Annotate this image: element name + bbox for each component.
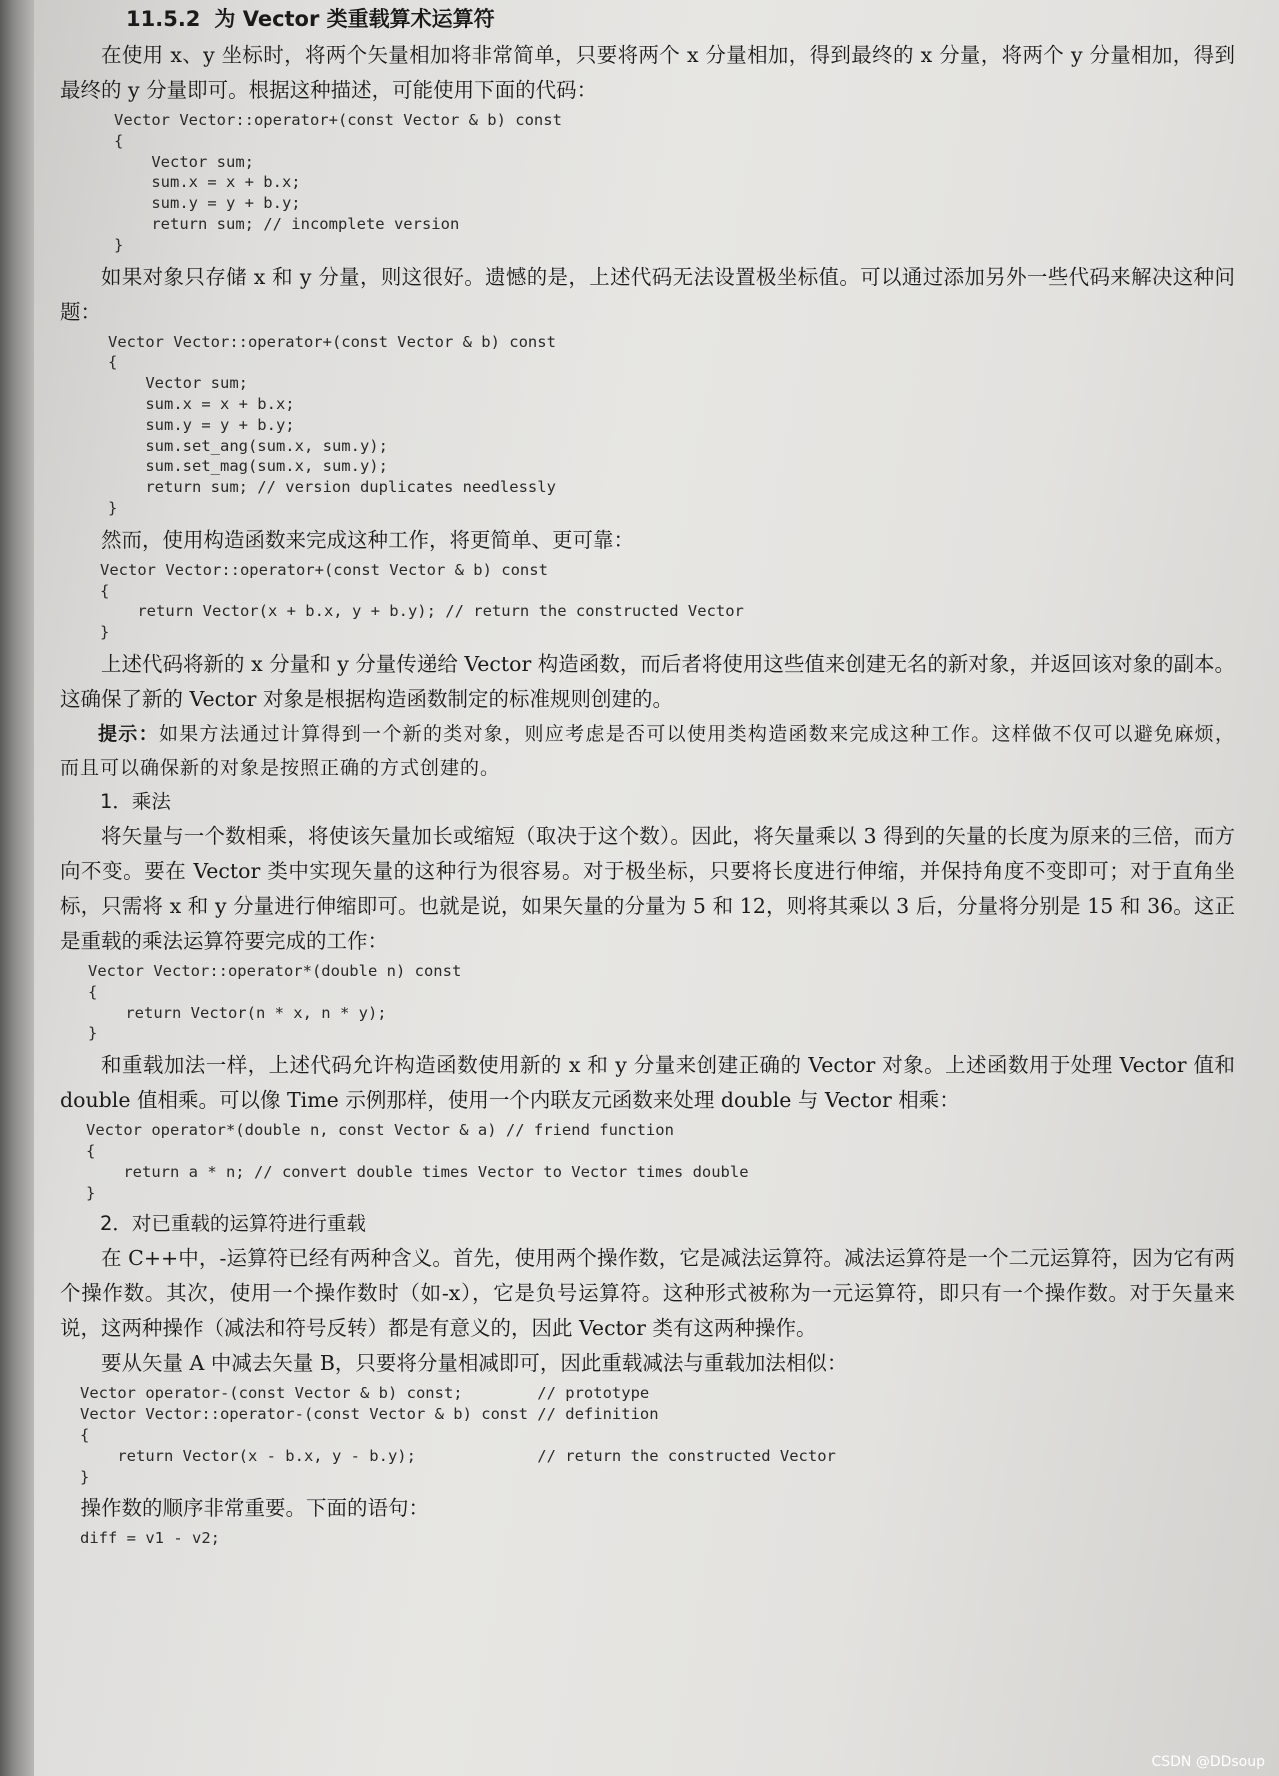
code-block-incomplete: Vector Vector::operator+(const Vector & b) const { Vector sum; sum.x = x + b.x; sum.y = y + b.y; return sum; // incomplete version } (114, 111, 562, 254)
page-content (60, 4, 1235, 1553)
code-block-diff: diff = v1 - v2; (80, 1529, 220, 1548)
subheading-multiplication: 1．乘法 (100, 789, 171, 813)
paragraph-subtraction: 要从矢量 A 中减去矢量 B，只要将分量相减即可，因此重载减法与重载加法相似： (101, 1351, 848, 1376)
page-binding-shadow (0, 0, 34, 1776)
paragraph-order: 操作数的顺序非常重要。下面的语句： (80, 1496, 429, 1521)
paragraph-explanation: 上述代码将新的 x 分量和 y 分量传递给 Vector 构造函数，而后者将使用这些值来创建无名的新对象，并返回该对象的副本。这确保了新的 Vector 对象是根据构造函数制定的标准规则创建的。 (60, 651, 1235, 711)
paragraph-friend: 和重载加法一样，上述代码允许构造函数使用新的 x 和 y 分量来创建正确的 Vector 对象。上述函数用于处理 Vector 值和 double 值相乘。可以像 Time 示例那样，使用一个内联友元函数来处理 double 与 Vector 相乘： (60, 1053, 1235, 1113)
subheading-overload: 2．对已重载的运算符进行重载 (100, 1212, 366, 1236)
tip-text: 如果方法通过计算得到一个新的类对象，则应考虑是否可以使用类构造函数来完成这种工作。这样做不仅可以避免麻烦，而且可以确保新的对象是按照正确的方式创建的。 (60, 722, 1235, 779)
tip-label: 提示： (98, 722, 159, 745)
paragraph-minus-meanings: 在 C++中，-运算符已经有两种含义。首先，使用两个操作数，它是减法运算符。减法运算符是一个二元运算符，因为它有两个操作数。其次，使用一个操作数时（如-x），它是负号运算符。这种形式被称为一元运算符，即只有一个操作数。对于矢量来说，这两种操作（减法和符号反转）都是有意义的，因此 Vector 类有这两种操作。 (60, 1246, 1235, 1341)
code-block-duplicates: Vector Vector::operator+(const Vector & b) const { Vector sum; sum.x = x + b.x; sum.y = y + b.y; sum.set_ang(sum.x, sum.y); sum.set_mag(sum.x, sum.y); return sum; // version duplicates needlessly } (108, 332, 556, 517)
code-block-constructor: Vector Vector::operator+(const Vector & b) const { return Vector(x + b.x, y + b.y); // return the constructed Vector } (100, 560, 744, 642)
paragraph-intro: 在使用 x、y 坐标时，将两个矢量相加将非常简单，只要将两个 x 分量相加，得到最终的 x 分量，将两个 y 分量相加，得到最终的 y 分量即可。根据这种描述，可能使用下面的代码： (60, 43, 1235, 102)
section-number: 11.5.2 (126, 7, 201, 31)
code-block-subtract: Vector operator-(const Vector & b) const; // prototype Vector Vector::operator-(const Vector & b) const // definition { return Vector(x - b.x, y - b.y); // return the constructed Vector } (80, 1384, 836, 1486)
section-title: 为 Vector 类重载算术运算符 (214, 7, 495, 31)
section-heading (126, 4, 1235, 38)
watermark: CSDN @DDsoup (1151, 1754, 1265, 1770)
paragraph-multiplication: 将矢量与一个数相乘，将使该矢量加长或缩短（取决于这个数）。因此，将矢量乘以 3 得到的矢量的长度为原来的三倍，而方向不变。要在 Vector 类中实现矢量的这种行为很容易。对于极坐标，只要将长度进行伸缩，并保持角度不变即可；对于直角坐标，只需将 x 和 y 分量进行伸缩即可。也就是说，如果矢量的分量为 5 和 12，则将其乘以 3 后，分量将分别是 15 和 36。这正是重载的乘法运算符要完成的工作： (60, 823, 1235, 953)
paragraph-constructor: 然而，使用构造函数来完成这种工作，将更简单、更可靠： (101, 527, 634, 552)
tip-box (60, 717, 1235, 785)
code-block-friend: Vector operator*(double n, const Vector & a) // friend function { return a * n; // convert double times Vector to Vector times double } (86, 1121, 749, 1202)
paragraph-polar-problem: 如果对象只存储 x 和 y 分量，则这很好。遗憾的是，上述代码无法设置极坐标值。可以通过添加另外一些代码来解决这种问题： (60, 264, 1235, 324)
code-block-multiply: Vector Vector::operator*(double n) const { return Vector(n * x, n * y); } (88, 961, 462, 1043)
